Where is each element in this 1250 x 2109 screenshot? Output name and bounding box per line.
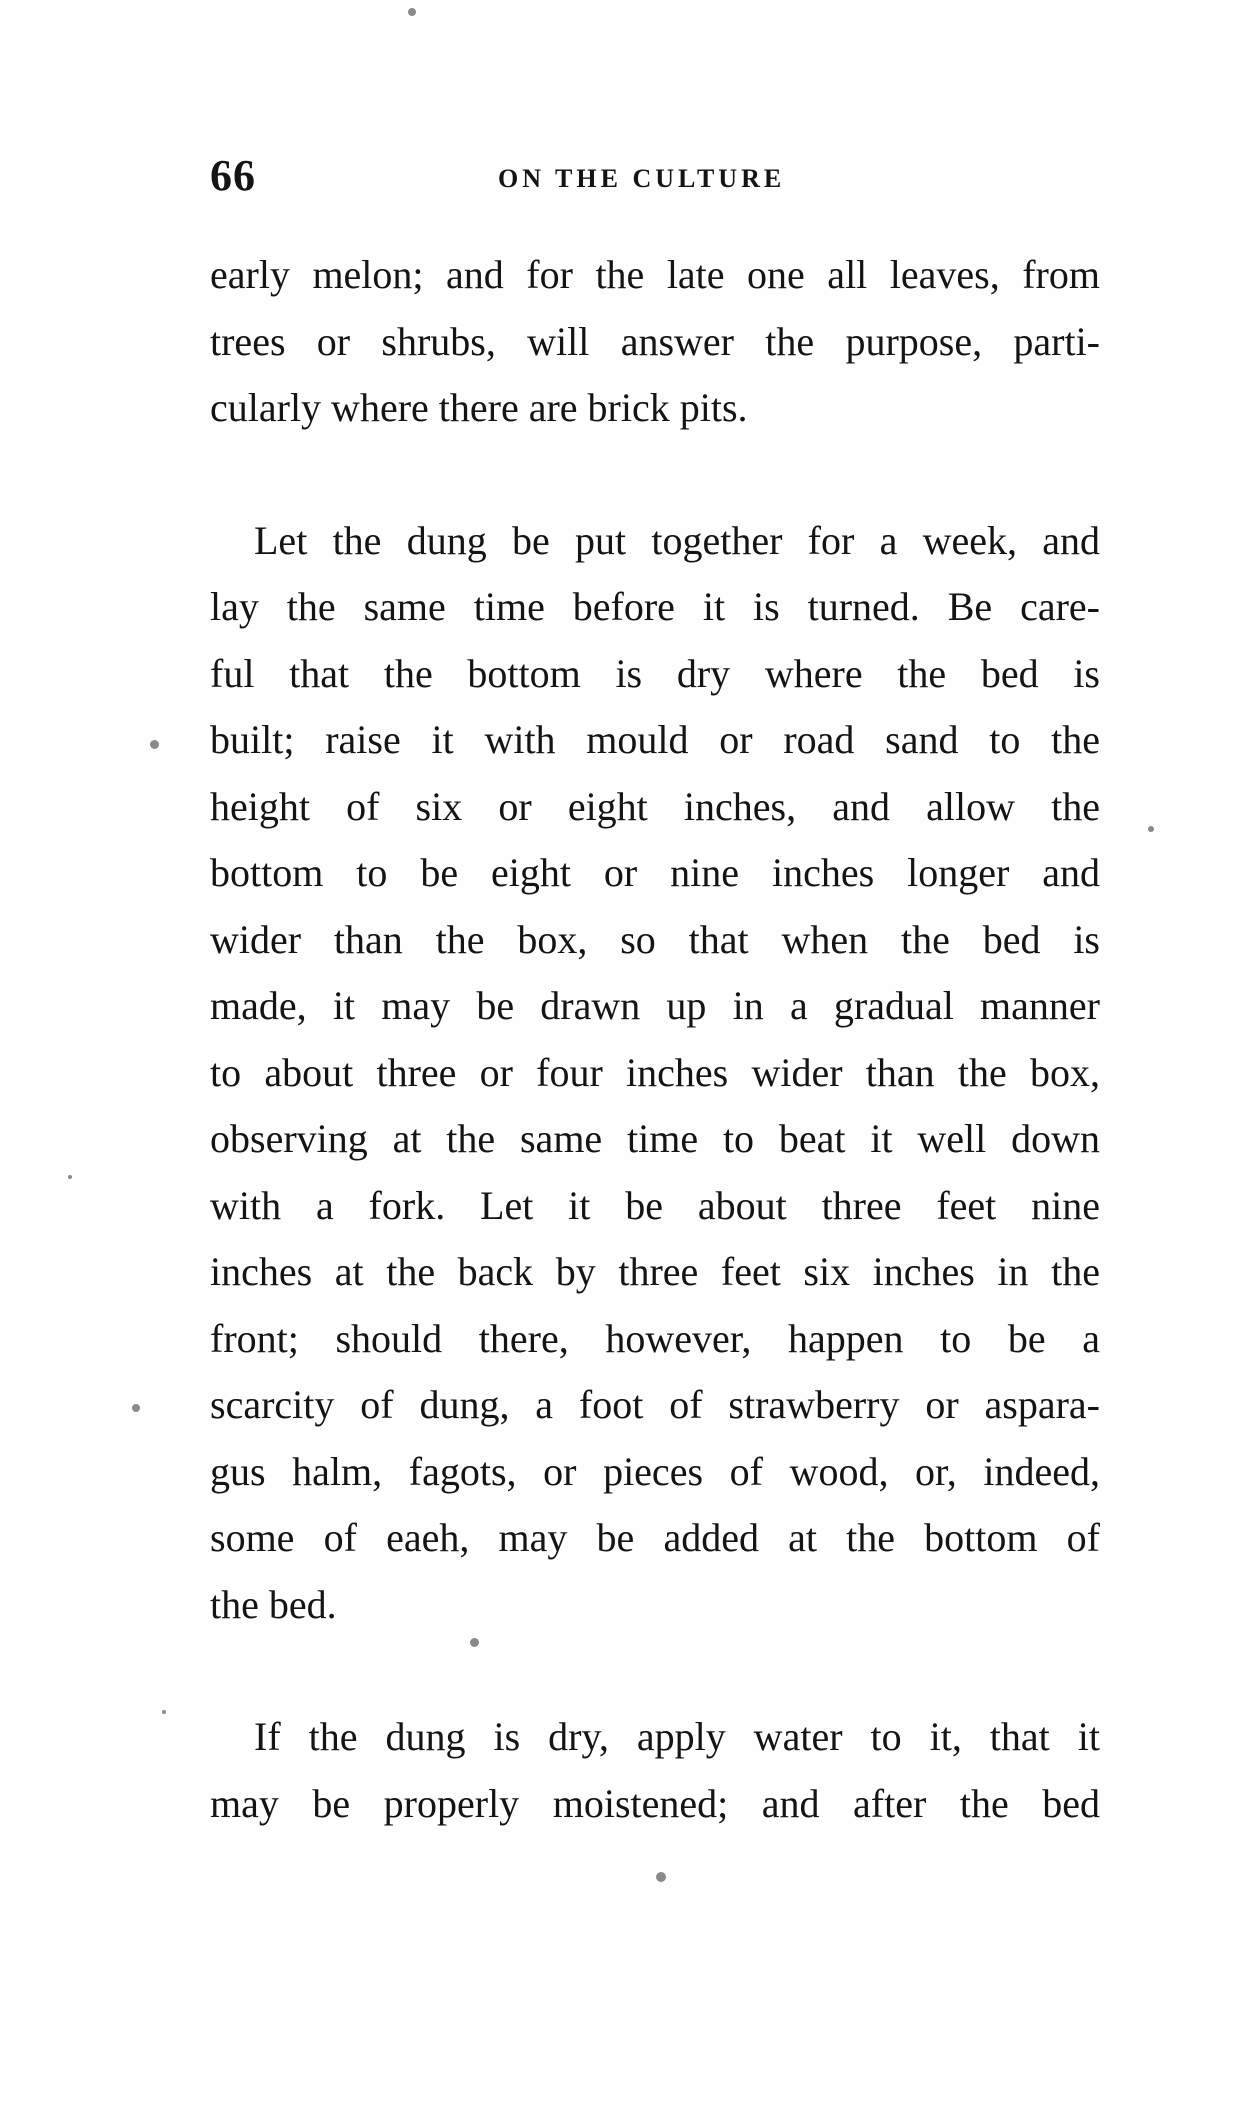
text-line: lay the same time before it is turned. Be care- [210,584,1100,629]
text-line: to about three or four inches wider than the box, [210,1049,1100,1095]
text-line: ful that the bottom is dry where the bed is [210,650,1100,696]
text-line: early melon; and for the late one all leaves, from [210,252,1100,297]
paper-speck [470,1638,479,1647]
paper-speck [408,8,416,16]
text-line: gus halm, fagots, or pieces of wood, or, indeed, [210,1448,1100,1494]
text-line: If the dung is dry, apply water to it, that it [254,1714,1100,1759]
text-line: height of six or eight inches, and allow the [210,783,1100,829]
text-line: wider than the box, so that when the bed is [210,916,1100,962]
text-line: inches at the back by three feet six inches in the [210,1249,1100,1294]
paper-speck [132,1404,140,1412]
text-line: some of eaeh, may be added at the bottom of [210,1515,1100,1560]
text-line: front; should there, however, happen to be a [210,1315,1100,1361]
paper-speck [1148,826,1154,832]
text-line: made, it may be drawn up in a gradual manner [210,983,1100,1028]
body-text [210,242,1100,1837]
paper-speck [656,1872,666,1882]
text-line: with a fork. Let it be about three feet nine [210,1182,1100,1228]
paragraph-continuation [210,242,1100,442]
running-head: ON THE CULTURE [498,164,786,193]
paragraph-gap [210,1638,1100,1704]
text-line: bottom to be eight or nine inches longer and [210,850,1100,895]
paper-speck [162,1710,166,1714]
paragraph-watering [210,1704,1100,1837]
text-line: observing at the same time to beat it well down [210,1116,1100,1161]
text-line: may be properly moistened; and after the bed [210,1780,1100,1826]
paragraph-gap [210,442,1100,508]
page-header [210,150,1100,210]
paper-speck [68,1175,72,1179]
page-number: 66 [210,151,256,200]
text-line: built; raise it with mould or road sand to the [210,717,1100,762]
paper-speck [150,740,159,749]
text-line: Let the dung be put together for a week, and [254,517,1100,563]
text-line: cularly where there are brick pits. [210,385,748,430]
text-line: the bed. [210,1581,337,1627]
text-line: scarcity of dung, a foot of strawberry or aspara- [210,1382,1100,1427]
text-line: trees or shrubs, will answer the purpose, parti- [210,318,1100,364]
paragraph-dung-bed [210,508,1100,1639]
